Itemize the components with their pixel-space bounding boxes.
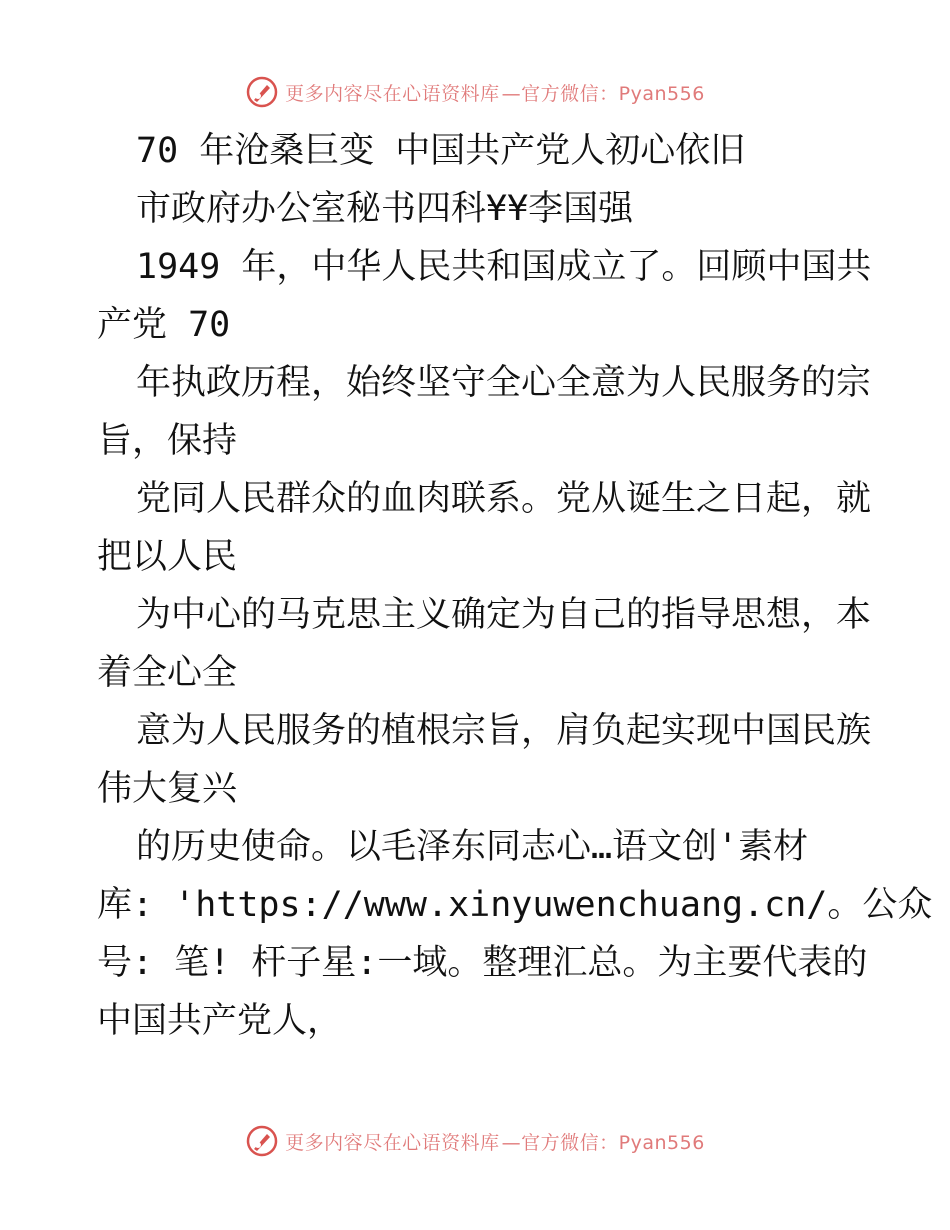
doc-paragraph-line: 意为人民服务的植根宗旨，肩负起实现中国民族 (136, 711, 872, 751)
header-watermark (0, 72, 950, 112)
document-body (97, 122, 933, 1050)
doc-paragraph-line: 中国共产党人， (97, 1001, 343, 1041)
doc-paragraph-line: 为中心的马克思主义确定为自己的指导思想，本 (136, 595, 872, 635)
doc-paragraph-line: 伟大复兴 (97, 769, 238, 809)
footer-brand-text: 更多内容尽在心语资料库 (285, 1131, 500, 1154)
doc-paragraph-line: 年执政历程，始终坚守全心全意为人民服务的宗 (136, 363, 872, 403)
pen-circle-logo-icon (245, 75, 279, 109)
doc-paragraph-line: 库: 'https://www.xinyuwenchuang.cn/。公众 (97, 885, 933, 925)
doc-author: 市政府办公室秘书四科¥¥李国强 (136, 189, 634, 229)
doc-title: 70 年沧桑巨变 中国共产党人初心依旧 (136, 131, 746, 171)
footer-watermark (0, 1121, 950, 1161)
doc-paragraph-line: 着全心全 (97, 653, 238, 693)
doc-paragraph-line: 的历史使命。以毛泽东同志心…语文创'素材 (136, 827, 809, 867)
footer-wechat-text: —官方微信：Pyan556 (501, 1131, 705, 1154)
doc-paragraph-line: 号: 笔! 杆子星:一域。整理汇总。为主要代表的 (97, 943, 868, 983)
doc-paragraph-line: 党同人民群众的血肉联系。党从诞生之日起，就 (136, 479, 872, 519)
header-brand-text: 更多内容尽在心语资料库 (285, 82, 500, 105)
doc-paragraph-line: 产党 70 (97, 305, 231, 345)
header-wechat-text: —官方微信：Pyan556 (501, 82, 705, 105)
doc-paragraph-line: 1949 年，中华人民共和国成立了。回顾中国共 (136, 247, 872, 287)
doc-paragraph-line: 把以人民 (97, 537, 238, 577)
pen-circle-logo-icon (245, 1124, 279, 1158)
doc-paragraph-line: 旨，保持 (97, 421, 238, 461)
